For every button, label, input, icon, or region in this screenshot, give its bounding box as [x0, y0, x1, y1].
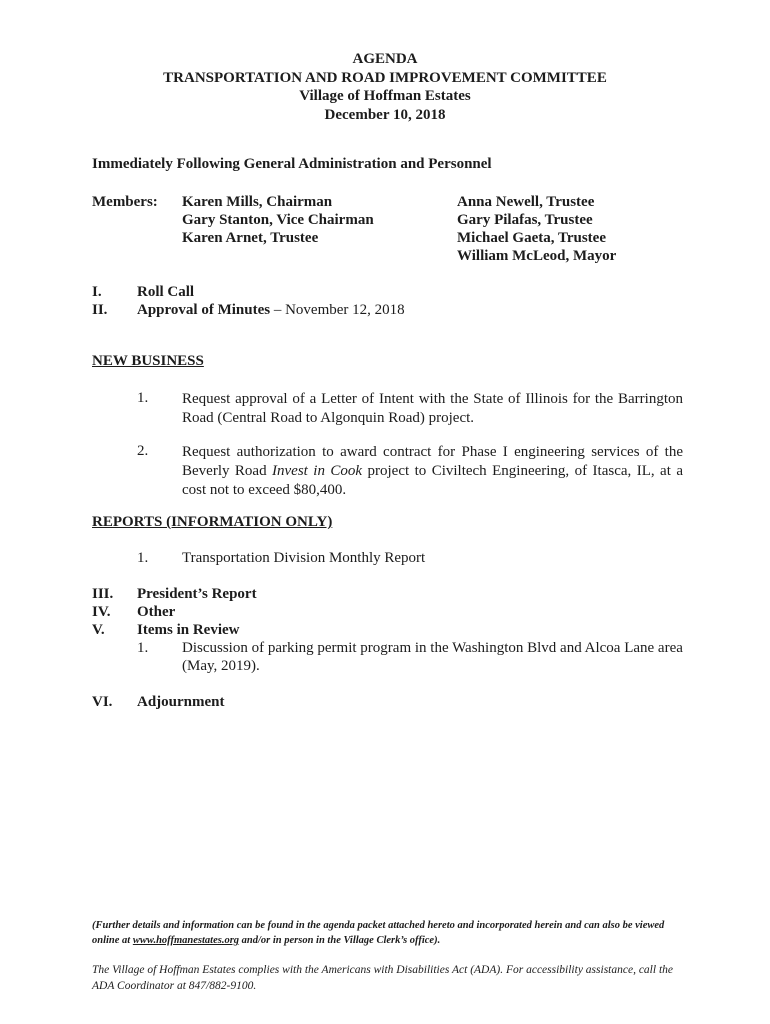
ada-notice: The Village of Hoffman Estates complies with the Americans with Disabilities Act (ADA). For accessibility assistance, call the ADA Coordinator at 847/882-9100. — [92, 964, 673, 992]
members-label: Members: — [92, 194, 158, 210]
footer-note — [92, 918, 692, 948]
item-number-iii: III. — [92, 586, 114, 602]
header-title: AGENDA — [352, 51, 418, 67]
nb-item-2-number: 2. — [137, 443, 149, 459]
nb-item-1-text — [182, 390, 683, 428]
item-number-v: V. — [92, 622, 105, 638]
header-date: December 10, 2018 — [324, 106, 446, 123]
nb-item-2-text — [182, 443, 683, 500]
member-right-1: Anna Newell, Trustee — [457, 194, 595, 210]
member-left-1: Karen Mills, Chairman — [182, 194, 333, 210]
member-right-2: Gary Pilafas, Trustee — [457, 212, 593, 228]
nb-item-1-line-1: Request approval of a Letter of Intent with the State of Illinois for the Barrington — [182, 391, 683, 407]
header-village: Village of Hoffman Estates — [299, 88, 471, 104]
meeting-timing: Immediately Following General Administration and Personnel — [92, 156, 492, 172]
approval-minutes-date: – November 12, 2018 — [270, 302, 405, 318]
item-items-in-review: Items in Review — [137, 622, 240, 638]
review-item-1-line-2: (May, 2019). — [182, 658, 260, 674]
nb-item-2-line-2 — [182, 462, 683, 481]
member-left-3: Karen Arnet, Trustee — [182, 230, 319, 246]
nb-item-2-line-3: cost not to exceed $80,400. — [182, 482, 347, 498]
footer-note-post: and/or in person in the Village Clerk’s office). — [239, 935, 441, 946]
header-committee: TRANSPORTATION AND ROAD IMPROVEMENT COMMITTEE — [163, 69, 607, 86]
item-presidents-report: President’s Report — [137, 586, 257, 602]
member-left-2: Gary Stanton, Vice Chairman — [182, 212, 374, 228]
nb-item-2-program-name: Invest in Cook — [272, 463, 363, 479]
new-business-heading: NEW BUSINESS — [92, 353, 204, 369]
nb-item-2-line-2-pre: Beverly Road — [182, 463, 273, 479]
item-number-vi: VI. — [92, 694, 113, 710]
member-right-4: William McLeod, Mayor — [457, 248, 617, 264]
report-item-1-text: Transportation Division Monthly Report — [182, 550, 426, 566]
item-number-i: I. — [92, 284, 102, 300]
nb-item-2-line-1: Request authorization to award contract for Phase I engineering services of the — [182, 444, 683, 460]
reports-heading: REPORTS (INFORMATION ONLY) — [92, 514, 333, 530]
nb-item-2-line-2-post: project to Civiltech Engineering, of Itasca, IL, at a — [362, 463, 683, 479]
footer-note-pre: (Further details and information can be found in the agenda packet attached hereto and incorporated herein and can also be viewed online at — [92, 920, 665, 946]
item-number-ii: II. — [92, 302, 108, 318]
item-other: Other — [137, 604, 176, 620]
item-approval-minutes — [137, 302, 405, 319]
nb-item-1-number: 1. — [137, 390, 149, 406]
item-number-iv: IV. — [92, 604, 111, 620]
member-right-3: Michael Gaeta, Trustee — [457, 230, 606, 246]
nb-item-1-line-2: Road (Central Road to Algonquin Road) project. — [182, 410, 475, 426]
review-item-1-number: 1. — [137, 640, 149, 656]
item-adjournment: Adjournment — [137, 694, 225, 710]
approval-minutes-title: Approval of Minutes — [137, 302, 271, 318]
review-item-1-line-1: Discussion of parking permit program in the Washington Blvd and Alcoa Lane area — [182, 640, 683, 656]
item-roll-call: Roll Call — [137, 284, 195, 300]
report-item-1-number: 1. — [137, 550, 149, 566]
village-website-link[interactable]: www.hoffmanestates.org — [132, 935, 240, 946]
agenda-header — [0, 50, 770, 124]
